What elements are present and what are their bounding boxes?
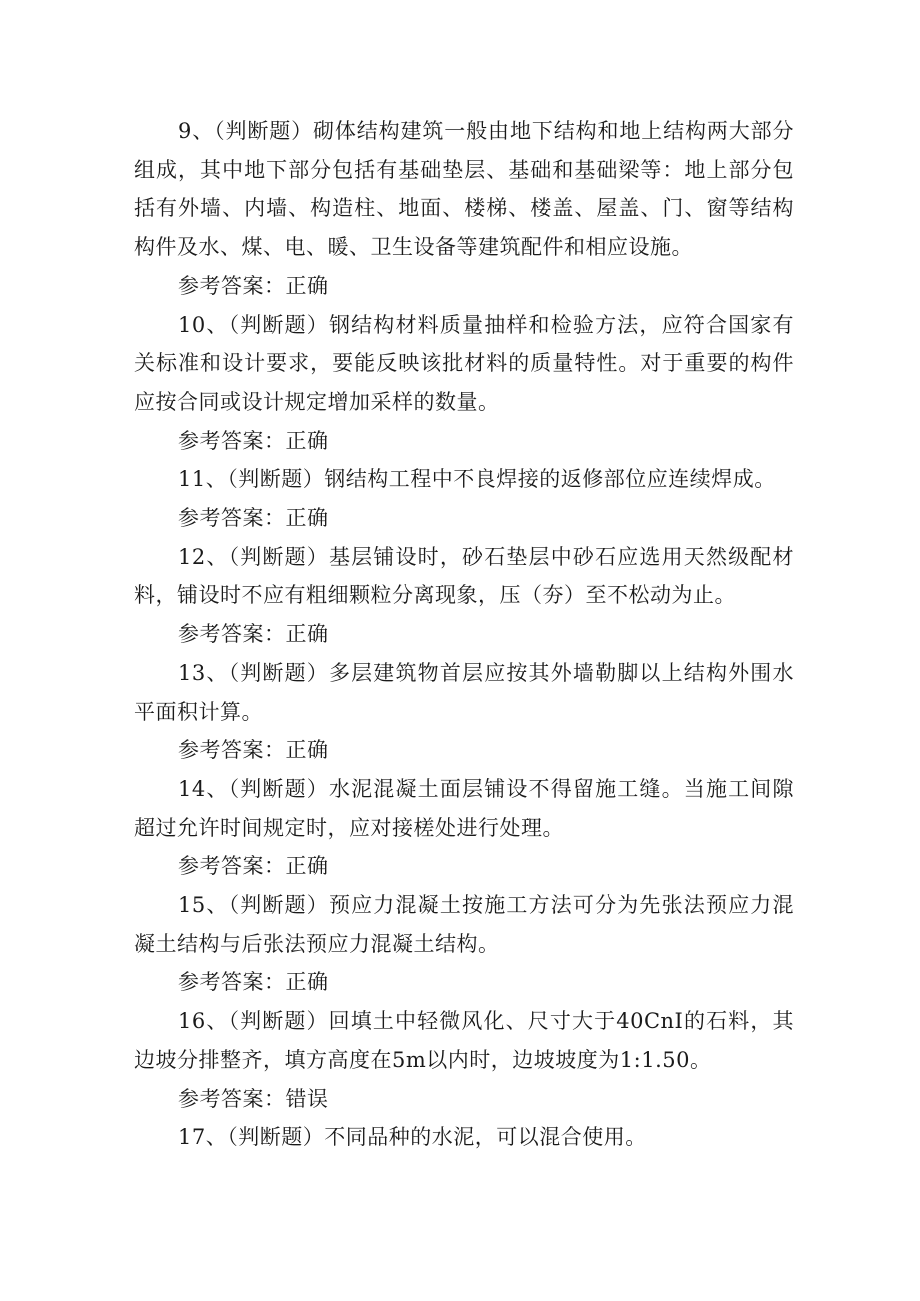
question-10: 10、（判断题）钢结构材料质量抽样和检验方法，应符合国家有关标准和设计要求，要能反映该批材料的质量特性。对于重要的构件应按合同或设计规定增加采样的数量。: [134, 312, 794, 414]
question-16: 16、（判断题）回填土中轻微风化、尺寸大于40CnI的石料，其边坡分排整齐，填方高度在5m以内时，边坡坡度为1:1.50。: [134, 1009, 794, 1072]
answer-10: 参考答案：正确: [178, 428, 329, 453]
answer-15: 参考答案：正确: [178, 970, 329, 995]
question-13: 13、（判断题）多层建筑物首层应按其外墙勒脚以上结构外围水平面积计算。: [134, 660, 794, 724]
answer-13: 参考答案：正确: [178, 738, 329, 763]
question-9: 9、（判断题）砌体结构建筑一般由地下结构和地上结构两大部分组成，其中地下部分包括有基础垫层、基础和基础梁等：地上部分包括有外墙、内墙、构造柱、地面、楼梯、楼盖、屋盖、门、窗等结构构件及水、煤、电、暖、卫生设备等建筑配件和相应设施。: [134, 119, 794, 260]
question-17: 17、（判断题）不同品种的水泥，可以混合使用。: [178, 1125, 647, 1150]
question-14: 14、（判断题）水泥混凝土面层铺设不得留施工缝。当施工间隙超过允许时间规定时，应对接槎处进行处理。: [134, 776, 794, 840]
answer-14: 参考答案：正确: [178, 854, 329, 879]
answer-12: 参考答案：正确: [178, 622, 329, 647]
answer-11: 参考答案：正确: [178, 506, 329, 531]
question-11: 11、（判断题）钢结构工程中不良焊接的返修部位应连续焊成。: [178, 467, 776, 492]
answer-9: 参考答案：正确: [178, 273, 329, 298]
question-12: 12、（判断题）基层铺设时，砂石垫层中砂石应选用天然级配材料，铺设时不应有粗细颗粒分离现象，压（夯）至不松动为止。: [134, 544, 794, 608]
answer-16: 参考答案：错误: [178, 1086, 329, 1111]
question-15: 15、（判断题）预应力混凝土按施工方法可分为先张法预应力混凝土结构与后张法预应力混凝土结构。: [134, 893, 794, 956]
question-list: [134, 112, 794, 1157]
